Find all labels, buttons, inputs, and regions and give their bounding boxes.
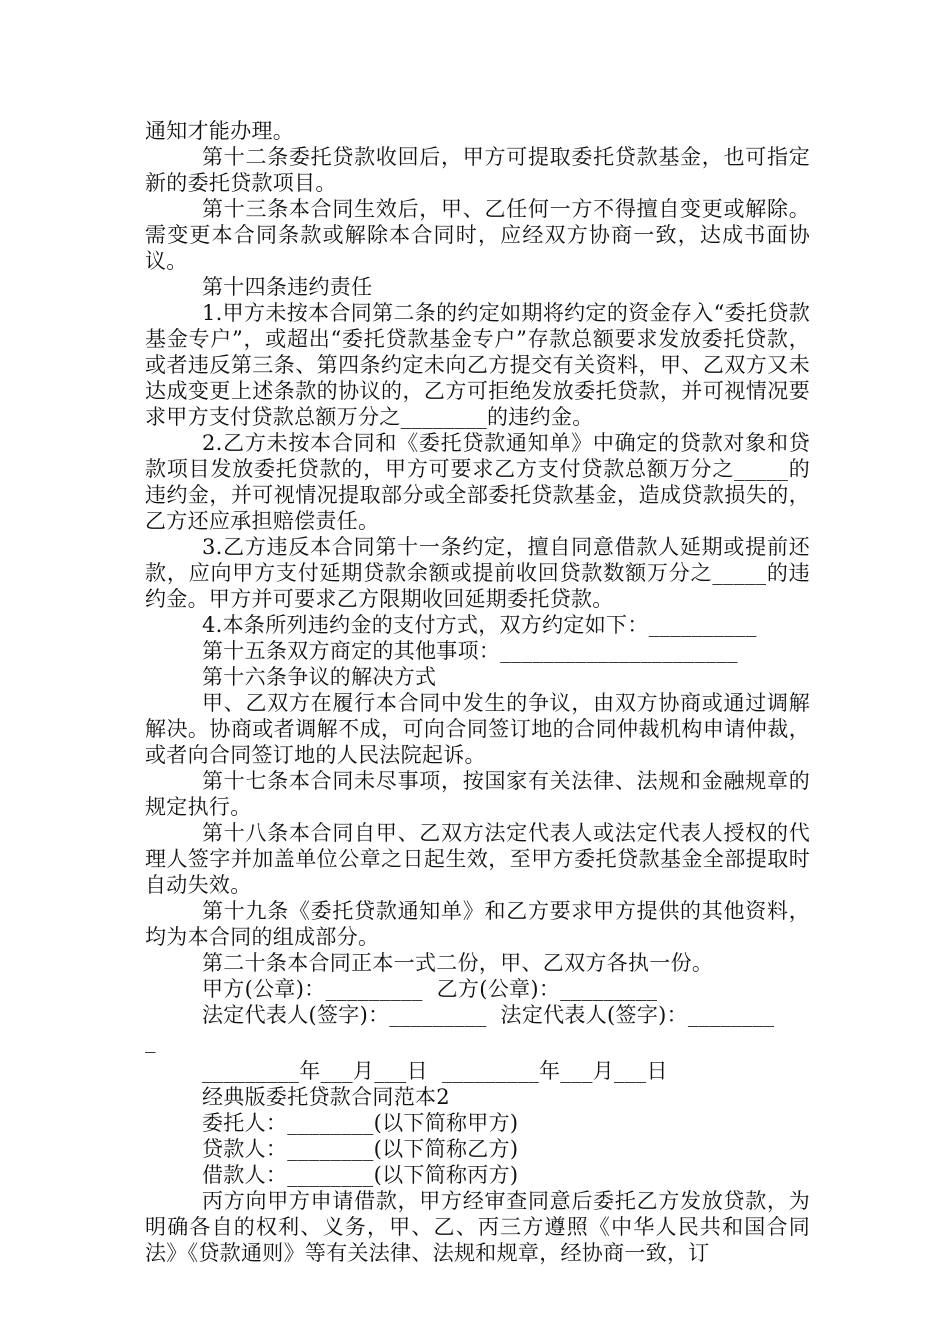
article-12: 第十二条委托贷款收回后，甲方可提取委托贷款基金，也可指定新的委托贷款项目。 [145,145,810,195]
article-16-body: 甲、乙双方在履行本合同中发生的争议，由双方协商或通过调解解决。协商或者调解不成，可向合同签订地的合同仲裁机构申请仲裁，或者向合同签订地的人民法院起诉。 [145,691,810,767]
article-14-heading: 第十四条违约责任 [202,275,373,299]
template-2-title: 经典版委托贷款合同范本2 [202,1085,450,1109]
article-16-heading: 第十六条争议的解决方式 [202,665,437,689]
date-line: _________年___月___日 _________年___月___日 [202,1059,668,1083]
article-14-clause-4: 4.本条所列违约金的支付方式，双方约定如下：__________ [202,613,757,637]
document-page [145,118,810,1266]
article-14-clause-1: 1.甲方未按本合同第二条的约定如期将约定的资金存入“委托贷款基金专户”，或超出“委托贷款基金专户”存款总额要求发放委托贷款，或者违反第三条、第四条约定未向乙方提交有关资料，甲、乙双方又未达成变更上述条款的协议的，乙方可拒绝发放委托贷款，并可视情况要求甲方支付贷款总额万分之________的违约金。 [145,301,810,429]
article-20: 第二十条本合同正本一式二份，甲、乙双方各执一份。 [202,951,714,975]
article-14-clause-3: 3.乙方违反本合同第十一条约定，擅自同意借款人延期或提前还款，应向甲方支付延期贷款余额或提前收回贷款数额万分之_____的违约金。甲方并可要求乙方限期收回延期委托贷款。 [145,535,810,611]
seal-line: 甲方(公章)：_________ 乙方(公章)：_________ [202,977,658,1001]
article-18: 第十八条本合同自甲、乙双方法定代表人或法定代表人授权的代理人签字并加盖单位公章之日起生效，至甲方委托贷款基金全部提取时自动失效。 [145,821,810,897]
article-17: 第十七条本合同未尽事项，按国家有关法律、法规和金融规章的规定执行。 [145,769,810,819]
template-2-preamble: 丙方向甲方申请借款，甲方经审查同意后委托乙方发放贷款，为明确各自的权利、义务，甲、乙、丙三方遵照《中华人民共和国合同法》《贷款通则》等有关法律、法规和规章，经协商一致，订 [145,1189,810,1265]
signature-line-overflow: _ [145,1029,156,1053]
article-13: 第十三条本合同生效后，甲、乙任何一方不得擅自变更或解除。需变更本合同条款或解除本合同时，应经双方协商一致，达成书面协议。 [145,197,810,273]
article-19: 第十九条《委托贷款通知单》和乙方要求甲方提供的其他资料，均为本合同的组成部分。 [145,899,810,949]
article-14-clause-2: 2.乙方未按本合同和《委托贷款通知单》中确定的贷款对象和贷款项目发放委托贷款的，甲方可要求乙方支付贷款总额万分之_____的违约金，并可视情况提取部分或全部委托贷款基金，造成贷款损失的，乙方还应承担赔偿责任。 [145,431,810,533]
party-principal: 委托人：________(以下简称甲方) [202,1111,519,1135]
signature-line: 法定代表人(签字)：_________ 法定代表人(签字)：________ [202,1003,775,1027]
paragraph-continuation: 通知才能办理。 [145,119,295,143]
article-15: 第十五条双方商定的其他事项：______________________ [202,639,738,663]
party-borrower: 借款人：________(以下简称丙方) [202,1163,519,1187]
party-lender: 贷款人：________(以下简称乙方) [202,1137,519,1161]
